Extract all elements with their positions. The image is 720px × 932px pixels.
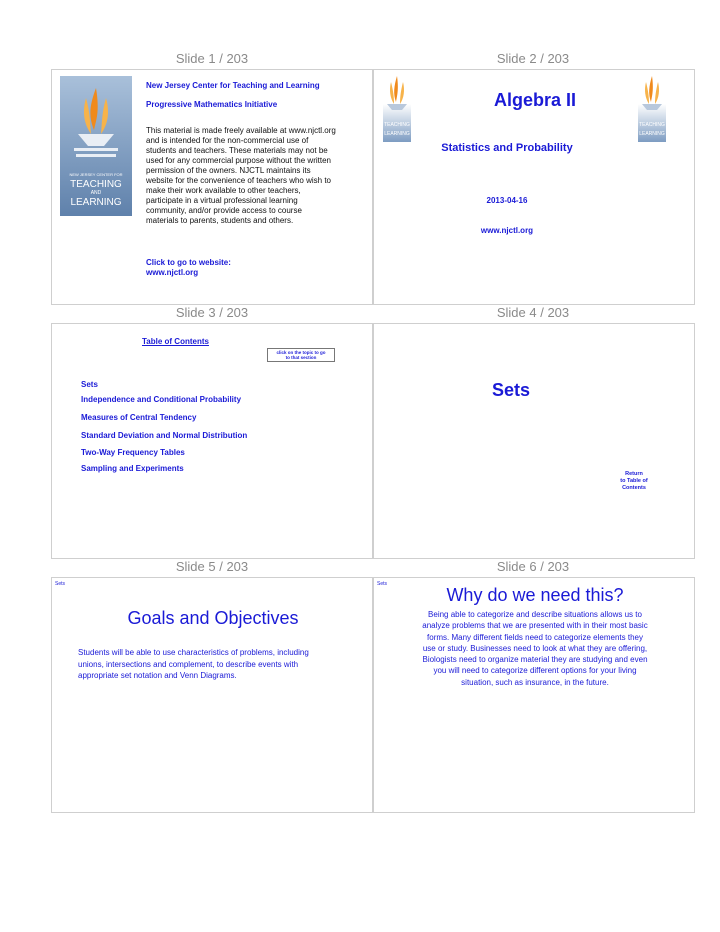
toc-item-sets[interactable]: Sets <box>81 380 98 389</box>
slide-3-label: Slide 3 / 203 <box>175 305 249 320</box>
slide-1-label: Slide 1 / 203 <box>175 51 249 66</box>
goals-body: Students will be able to use characteristics of problems, including unions, intersections and complement, to describe events with appropriate set notation and Venn Diagrams. <box>78 648 309 680</box>
section-title: Sets <box>492 380 531 400</box>
toc-item-independence[interactable]: Independence and Conditional Probability <box>81 395 242 404</box>
svg-text:LEARNING: LEARNING <box>384 131 410 137</box>
disclaimer-text: This material is made freely available at www.njctl.org and is intended for the non-commercial use of students and teachers. These materials may not be used for any commercial purpose without the written permission of the owners. NJCTL maintains its website for the convenience of teachers who wish to make their work available to other teachers, participate in a virtual professional learning community, and/or provide access to course materials to parents, students and others. <box>146 126 336 225</box>
slide-4-label: Slide 4 / 203 <box>496 305 570 320</box>
unit-title: Statistics and Probability <box>441 142 573 154</box>
logo-caption: NEW JERSEY CENTER FOR <box>69 172 123 177</box>
toc-note: click on the topic to go to that section <box>267 348 335 362</box>
svg-text:TEACHING: TEACHING <box>639 122 665 128</box>
slide-1[interactable] <box>51 69 373 305</box>
logo-teaching: TEACHING <box>70 179 122 190</box>
toc-item-standard-deviation[interactable]: Standard Deviation and Normal Distribution <box>81 431 248 440</box>
svg-text:LEARNING: LEARNING <box>639 131 665 137</box>
slide-2[interactable] <box>373 69 695 305</box>
org-name: New Jersey Center for Teaching and Learning <box>146 81 320 90</box>
njctl-logo <box>60 76 132 216</box>
goals-title: Goals and Objectives <box>127 608 299 628</box>
date-text: 2013-04-16 <box>486 196 528 205</box>
slide-6-label: Slide 6 / 203 <box>496 559 570 574</box>
slide-5[interactable] <box>51 577 373 813</box>
logo-and: AND <box>90 190 102 196</box>
slide-5-label: Slide 5 / 203 <box>175 559 249 574</box>
slide-4[interactable] <box>373 323 695 559</box>
toc-item-sampling[interactable]: Sampling and Experiments <box>81 464 184 473</box>
section-tag: Sets <box>55 581 66 587</box>
why-body: Being able to categorize and describe situations allows us to analyze problems that we are presented with in their most basic forms. Many different fields need to categorize elements they use or study. Businesses need to look at what they are offering, Biologists need to organize material they are studying and even you will need to categorize different options for your living situation, such as insurance, in the future. <box>422 610 648 687</box>
toc-heading: Table of Contents <box>142 337 209 346</box>
svg-text:TEACHING: TEACHING <box>384 122 410 128</box>
slide-3[interactable] <box>51 323 373 559</box>
why-title: Why do we need this? <box>446 585 624 605</box>
click-to-website[interactable]: Click to go to website: <box>146 258 231 267</box>
slide-2-label: Slide 2 / 203 <box>496 51 570 66</box>
section-tag: Sets <box>377 581 388 587</box>
initiative-name: Progressive Mathematics Initiative <box>146 100 278 109</box>
website-link[interactable]: www.njctl.org <box>146 268 199 277</box>
course-title: Algebra II <box>493 90 577 110</box>
logo-learning: LEARNING <box>70 197 122 208</box>
url-text[interactable]: www.njctl.org <box>480 226 534 235</box>
return-to-toc-link[interactable]: Return to Table of Contents <box>620 471 648 491</box>
toc-item-two-way[interactable]: Two-Way Frequency Tables <box>81 448 185 457</box>
toc-item-central-tendency[interactable]: Measures of Central Tendency <box>81 413 197 422</box>
slide-6[interactable] <box>373 577 695 813</box>
